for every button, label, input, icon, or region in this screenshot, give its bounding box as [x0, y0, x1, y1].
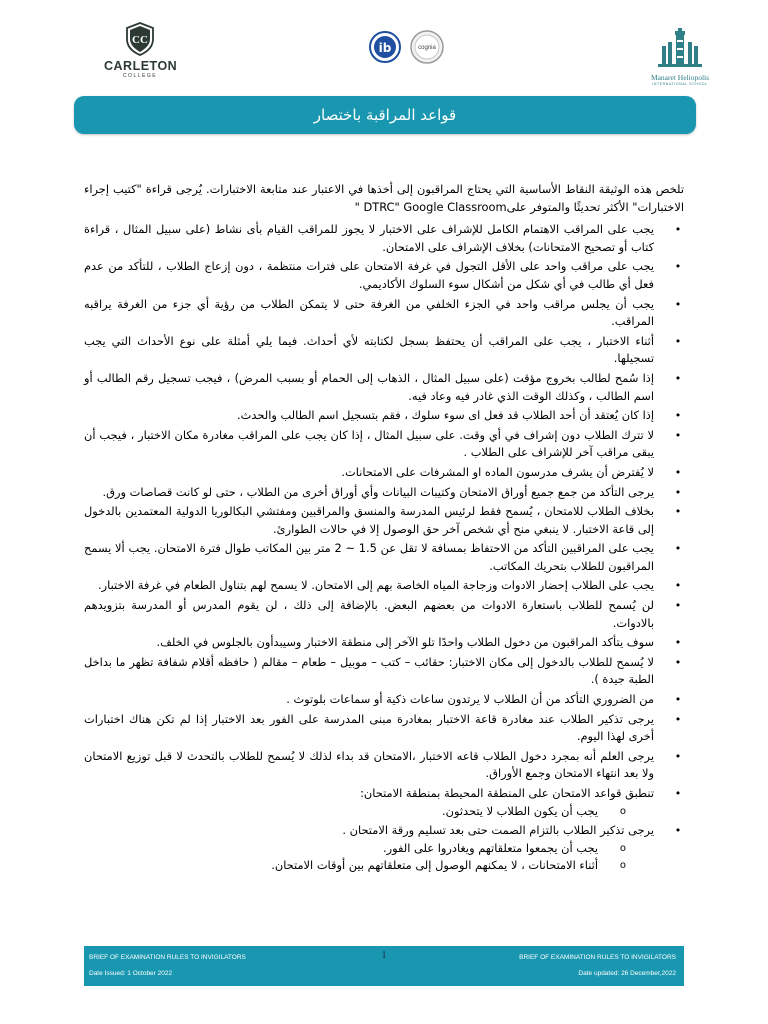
rule-text: إذا كان يُعتقد أن أحد الطلاب قد فعل اى سوء سلوك ، فقم بتسجيل اسم الطالب والحدث. — [237, 408, 654, 423]
rule-text: بخلاف الطلاب للامتحان ، يُسمح فقط لرئيس المدرسة والمنسق والمراقبين ومفتشي البكالوريا الدولية المعتمدين بالدخول إلى قاعة الاختبار. لا ينبغي منح أي شخص آخر حق الوصول إلا في حالات الطوارئ. — [84, 504, 654, 536]
rule-text: يجب أن يجلس مراقب واحد في الجزء الخلفي من الغرفة حتى لا يتمكن الطلاب من رؤية أي جزء من الغرفة يراقبه المراقب. — [84, 296, 654, 329]
carleton-crest-icon — [125, 22, 155, 56]
carleton-name: CARLETON — [104, 59, 178, 73]
footer-date-issued: Date Issued: 1 October 2022 — [89, 970, 173, 977]
manaret-name: Manaret Heliopolis — [650, 73, 710, 82]
rule-item — [84, 654, 654, 689]
document-body — [84, 181, 684, 877]
rule-item — [84, 464, 654, 482]
rule-text: إذا سُمح لطالب بخروج مؤقت (على سبيل المثال ، الذهاب إلى الحمام أو بسبب المرض) ، فيجب تسجيل رقم الطالب أو اسم الطالب ، وكذلك الوقت الذي غادر فيه وعاد فيه. — [84, 370, 654, 403]
manaret-heliopolis-logo — [648, 28, 712, 90]
header-logos — [0, 0, 768, 90]
sub-rules-list — [84, 840, 654, 875]
rule-text: يجب على مراقب واحد على الأقل التجول في غرفة الامتحان على فترات منتظمة ، دون إزعاج الطلاب ، للتأكد من عدم فعل أي طالب في أي شكل من أشكال سوء السلوك الأكاديمي. — [84, 259, 654, 291]
footer-date-updated: Date updated: 26 December,2022 — [578, 970, 676, 977]
rule-item — [84, 503, 654, 538]
rule-text: يرجى العلم أنه بمجرد دخول الطلاب قاعه الاختبار ،الامتحان قد بداء لذلك لا يُسمح للطلاب بالتحدث لا قبل توزيع الامتحان ولا بعد انتهاء الامتحان وجمع الأوراق. — [84, 748, 654, 781]
rule-text: أثناء الاختبار ، يجب على المراقب أن يحتفظ بسجل لكتابته لأي أحداث. فيما يلي أمثلة على نوع الأحداث التي يجب تسجيلها. — [84, 333, 654, 366]
sub-rule-item: o يجب أن يكون الطلاب لا يتحدثون. — [84, 803, 598, 821]
sub-rules-list — [84, 803, 654, 821]
footer-right-title: BRIEF OF EXAMINATION RULES TO INVIGILATORS — [519, 954, 676, 961]
rule-text: لا يُسمح للطلاب بالدخول إلى مكان الاختبار: حقائب – كتب – موبيل – طعام – مقالم ( حافظه أقلام شفافة تظهر ما بداخل الطبة جيدة ). — [84, 654, 654, 687]
rule-item — [84, 711, 654, 746]
rule-item — [84, 597, 654, 632]
rule-item — [84, 634, 654, 652]
rule-item — [84, 221, 654, 256]
rule-text: لن يُسمح للطلاب باستعارة الادوات من بعضهم البعض. بالإضافة إلى ذلك ، لن يقوم المدرس أو المدرسة بتزويدهم بالادوات. — [84, 598, 654, 630]
rule-item — [84, 785, 654, 820]
rule-item — [84, 540, 654, 575]
rule-item — [84, 484, 654, 502]
svg-text:cognia: cognia — [418, 45, 436, 51]
rule-text: سوف يتأكد المراقبون من دخول الطلاب واحدًا تلو الآخر إلى منطقة الاختبار وسيبدأون بالجلوس في الخلف. — [156, 635, 654, 650]
rule-item — [84, 370, 654, 405]
sub-rule-item: o يجب أن يجمعوا متعلقاتهم ويغادروا على الفور. — [84, 840, 598, 858]
rule-item — [84, 748, 654, 783]
svg-text:ib: ib — [378, 41, 392, 55]
rule-text: يجب على المراقب الاهتمام الكامل للإشراف على الاختبار لا يجوز للمراقب القيام بأى نشاط (على سبيل المثال ، قراءة كتاب أو تصحيح الامتحانات) بخلاف الإشراف على الامتحان. — [84, 222, 654, 254]
rules-list — [84, 221, 684, 875]
rule-text: من الضروري التأكد من أن الطلاب لا يرتدون ساعات ذكية أو سماعات بلوتوث . — [286, 692, 654, 707]
rule-text: يرجى تذكير الطلاب بالتزام الصمت حتى بعد تسليم ورقة الامتحان . — [342, 823, 654, 838]
intro-paragraph: تلخص هذه الوثيقة النقاط الأساسية التي يحتاج المراقبون إلى أخذها في الاعتبار عند متابعة الاختبارات. يُرجى قراءة "كتيب إجراء الاختبارات" الأكثر تحديثًا والمتوفر علىDTRC" Google Classroom " — [84, 182, 684, 214]
rule-item — [84, 407, 654, 425]
title-banner: قواعد المراقبة باختصار — [74, 96, 696, 134]
rule-text: لا يُفترض أن يشرف مدرسون الماده او المشرفات على الامتحانات. — [341, 464, 654, 479]
manaret-sub: INTERNATIONAL SCHOOL — [652, 82, 708, 86]
sub-rule-item: o أثناء الامتحانات ، لا يمكنهم الوصول إلى متعلقاتهم بين أوقات الامتحان. — [84, 857, 598, 875]
rule-text: يجب على الطلاب إحضار الادوات وزجاجة المياه الخاصة بهم إلى الامتحان. لا يسمح لهم بتناول الطعام في غرفة الاختبار. — [97, 578, 654, 593]
rule-text: يرجى تذكير الطلاب عند مغادرة قاعة الاختبار بمغادرة مبنى المدرسة على الفور بعد الاختبار إذا لم تكن هناك اختبارات أخرى لهذا اليوم. — [84, 711, 654, 744]
page-number: 1 — [381, 950, 387, 961]
rule-text: يجب على المراقبين التأكد من الاحتفاظ بمسافة لا تقل عن 1.5 ~ 2 متر بين المكاتب طوال فترة الامتحان. يجب ألا يسمح المراقبون للطلاب بتحريك المكاتب. — [84, 541, 654, 573]
svg-text:CC: CC — [132, 34, 148, 46]
carleton-sub: COLLEGE — [122, 73, 158, 79]
rule-item — [84, 822, 654, 875]
cognia-logo-icon — [410, 30, 444, 64]
rule-item — [84, 691, 654, 709]
carleton-college-logo — [104, 22, 176, 82]
rule-item — [84, 577, 654, 595]
footer-left-title: BRIEF OF EXAMINATION RULES TO INVIGILATORS — [89, 954, 246, 961]
rule-item — [84, 427, 654, 462]
rule-text: تنطبق قواعد الامتحان على المنطقة المحيطة بمنطقة الامتحان: — [360, 786, 654, 800]
rule-item — [84, 296, 654, 331]
ib-logo-icon — [369, 31, 401, 63]
rule-text: يرجى التأكد من جمع جميع أوراق الامتحان وكتيبات البيانات وأي أوراق أخرى من الطلاب ، حتى لو كانت قصاصات ورق. — [102, 484, 654, 499]
rule-item — [84, 333, 654, 368]
rule-text: لا تترك الطلاب دون إشراف في أي وقت. على سبيل المثال ، إذا كان يجب على المراقب مغادرة مكان الاختبار ، فيجب أن يبقى مراقب آخر للإشراف على الطلاب . — [84, 427, 654, 460]
lighthouse-icon — [656, 28, 704, 70]
rule-item — [84, 258, 654, 293]
footer-bar — [84, 946, 684, 986]
